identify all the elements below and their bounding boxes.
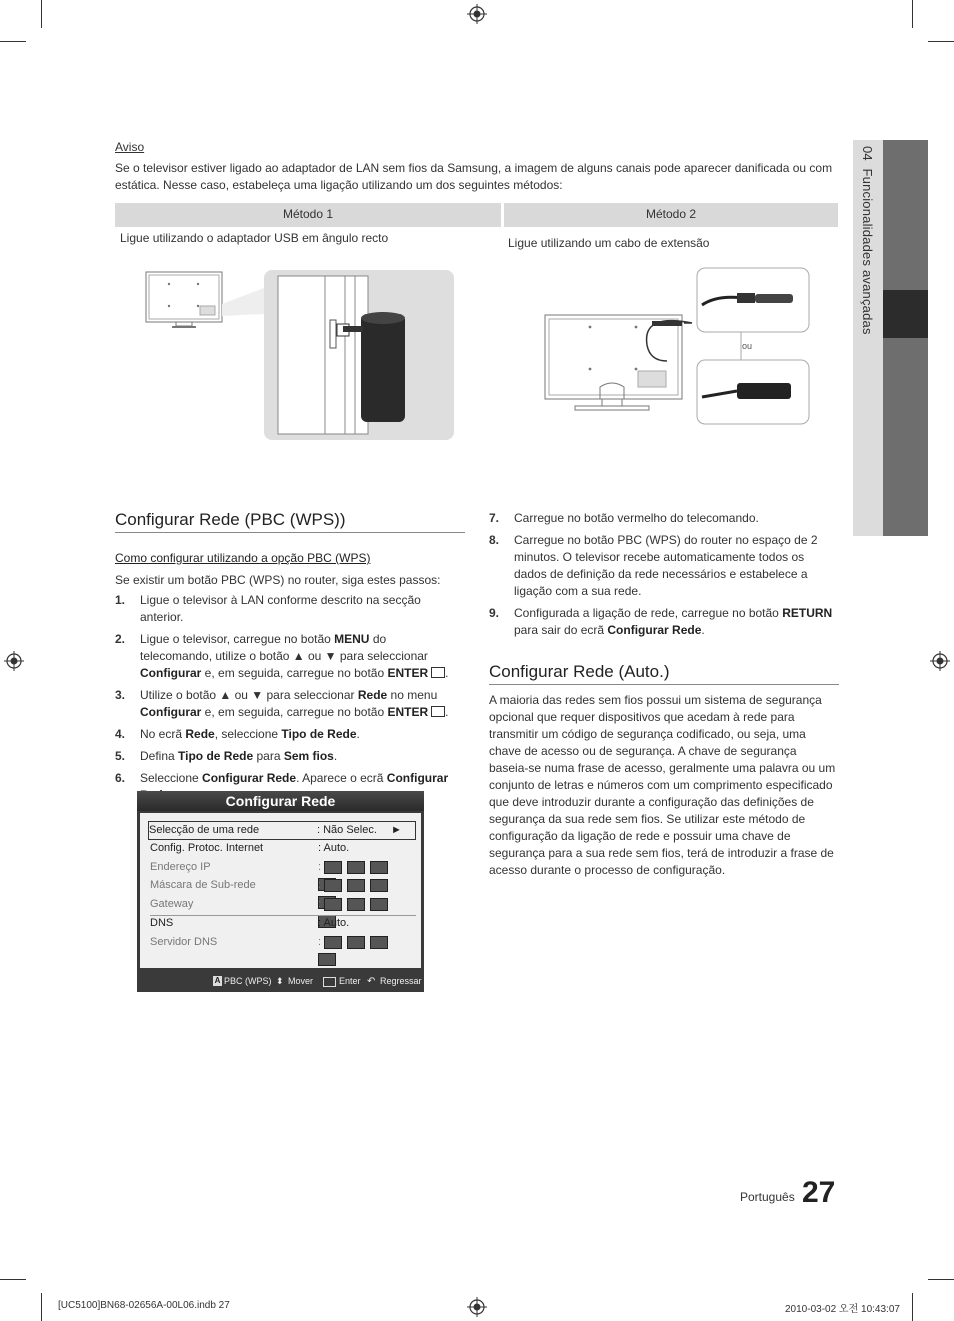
step-text: e, em seguida, carregue no botão (201, 705, 388, 719)
octet-box (324, 861, 342, 874)
method1-illustration (140, 268, 460, 443)
step-keyword: Configurar (140, 705, 202, 719)
octet-box (370, 898, 388, 911)
screen-panel (140, 813, 421, 968)
auto-heading: Configurar Rede (Auto.) (489, 662, 670, 681)
crop-mark (0, 1279, 26, 1280)
screen-row-value: : (318, 879, 322, 891)
a-button-icon: A (214, 976, 221, 985)
octet-box (370, 861, 388, 874)
screen-row-value: : Auto. (318, 917, 350, 929)
step-item (115, 687, 460, 721)
crop-mark (912, 0, 913, 28)
return-icon: ↶ (367, 976, 376, 987)
step-keyword: MENU (334, 632, 370, 646)
arrow-right-icon: ► (391, 824, 402, 836)
screen-row-dns[interactable] (150, 915, 416, 932)
step-keyword: RETURN (782, 606, 833, 620)
step-item (489, 510, 839, 527)
step-keyword: Tipo de Rede (281, 727, 357, 741)
network-settings-screen (137, 791, 424, 992)
auto-body: A maioria das redes sem fios possui um sistema de segurança opcional que requer dispositivos que acedam à rede para transmitir um código de segurança codificado, ou seja, uma chave de acesso ou de segurança. A chave de segurança baseia-se numa frase de acesso, geralmente uma palavra ou um conjunto de letras e números com um comprimento especificado que deve introduzir durante a configuração das definições de segurança da sua rede sem fios. Se utilizar este método de configuração da ligação de rede e possuir uma chave de segurança para a sua rede sem fios, terá de introduzir a frase de acesso durante o processo de configuração. (489, 693, 836, 877)
screen-footer (137, 971, 424, 992)
crop-mark (0, 41, 26, 42)
step-text: . (701, 623, 705, 637)
step-number: 2. (115, 632, 126, 646)
pbc-heading: Configurar Rede (PBC (WPS)) (115, 510, 346, 529)
step-text: , seleccione (214, 727, 282, 741)
registration-mark-icon (930, 651, 950, 671)
step-text: para (253, 749, 284, 763)
screen-row-label: Servidor DNS (150, 936, 218, 948)
step-text: Seleccione (140, 771, 203, 785)
up-down-arrow-icon: ⬍ (276, 976, 284, 986)
registration-mark-icon (4, 651, 24, 671)
octet-box (370, 936, 388, 949)
step-keyword: Tipo de Rede (178, 749, 254, 763)
step-number: 8. (489, 533, 500, 547)
step-text: e, em seguida, carregue no botão (201, 666, 388, 680)
step-text: Ligue o televisor à LAN conforme descrito na secção anterior. (140, 593, 421, 624)
or-label: ou (742, 341, 753, 351)
step-keyword: Configurar Rede (607, 623, 702, 637)
step-number: 4. (115, 727, 126, 741)
screen-row-value: : (318, 936, 322, 948)
step-text: . (333, 749, 338, 763)
crop-mark (41, 0, 42, 28)
page-number: 27 (802, 1176, 836, 1209)
screen-row-label: Gateway (150, 898, 194, 910)
print-file-name: [UC5100]BN68-02656A-00L06.indb 27 (58, 1300, 230, 1311)
page-language: Português (740, 1190, 795, 1204)
step-text: no menu (387, 688, 438, 702)
chapter-tab-dark (883, 140, 928, 536)
step-item (489, 605, 839, 639)
pbc-heading-rule (115, 532, 465, 533)
step-number: 3. (115, 688, 126, 702)
step-keyword: Configurar (386, 771, 449, 785)
octet-box (370, 879, 388, 892)
step-keyword: Sem fios (283, 749, 334, 763)
step-item (115, 748, 460, 765)
chapter-tab-marker (883, 290, 928, 338)
screen-row-label: Selecção de uma rede (149, 824, 260, 836)
enter-icon (323, 977, 336, 987)
step-item (115, 631, 460, 682)
footer-enter-label: Enter (339, 976, 361, 986)
crop-mark (912, 1293, 913, 1321)
step-number: 9. (489, 606, 500, 620)
pbc-subheading: Como configurar utilizando a opção PBC (WPS) (115, 551, 371, 565)
chapter-title: Funcionalidades avançadas (860, 168, 875, 335)
footer-return-label: Regressar (380, 976, 422, 986)
screen-row-value: : Auto. (318, 842, 350, 854)
step-item (115, 726, 460, 743)
screen-row-value: : (318, 898, 322, 910)
step-number: 5. (115, 749, 126, 763)
screen-row-ip-address (150, 859, 416, 876)
octet-box (318, 953, 336, 966)
method1-header: Método 1 (115, 203, 501, 227)
registration-mark-icon (467, 1297, 487, 1317)
footer-move-label: Mover (288, 976, 314, 986)
step-keyword: ENTER (387, 666, 429, 680)
pbc-steps-left (115, 592, 460, 809)
crop-mark (928, 1279, 954, 1280)
screen-row-subnet-mask (150, 877, 416, 894)
step-text: Utilize o botão ▲ ou ▼ para seleccionar (140, 688, 358, 702)
step-number: 7. (489, 511, 500, 525)
chapter-label (860, 146, 875, 335)
auto-heading-rule (489, 684, 839, 685)
print-timestamp: 2010-03-02 오전 10:43:07 (785, 1304, 900, 1315)
octet-box (347, 861, 365, 874)
step-keyword: ENTER (387, 705, 429, 719)
enter-icon (431, 667, 445, 678)
method2-illustration (542, 265, 817, 445)
screen-row-value: : Não Selec. (317, 824, 377, 836)
aviso-body: Se o televisor estiver ligado ao adaptador de LAN sem fios da Samsung, a imagem de alguns canais pode aparecer danificada ou com estática. Nesse caso, estabeleça uma ligação utilizando um dos seguintes métodos: (115, 161, 833, 192)
screen-row-gateway (150, 896, 416, 913)
pbc-steps-right (489, 510, 839, 644)
method2-description: Ligue utilizando um cabo de extensão (508, 236, 710, 250)
screen-row-ip-config[interactable] (150, 840, 416, 857)
aviso-title: Aviso (115, 140, 145, 154)
step-number: 6. (115, 771, 126, 785)
screen-row-label: Endereço IP (150, 861, 211, 873)
octet-box (347, 936, 365, 949)
step-text: do telecomando, utilize o botão ▲ ou ▼ para seleccionar (140, 632, 428, 663)
step-text: No ecrã (140, 727, 186, 741)
registration-mark-icon (467, 4, 487, 24)
octet-box (347, 898, 365, 911)
screen-row-select-network[interactable] (148, 821, 416, 840)
screen-row-dns-server (150, 934, 416, 951)
step-keyword: Configurar (140, 666, 202, 680)
screen-row-label: Config. Protoc. Internet (150, 842, 264, 854)
pbc-intro: Se existir um botão PBC (WPS) no router, siga estes passos: (115, 573, 441, 587)
step-keyword: Rede (185, 727, 215, 741)
step-text: . (445, 705, 449, 719)
enter-icon (431, 706, 445, 717)
screen-row-label: DNS (150, 917, 174, 929)
screen-title: Configurar Rede (137, 791, 424, 811)
step-keyword: Rede (357, 688, 388, 702)
step-text: . Aparece o ecrã (296, 771, 387, 785)
octet-box (347, 879, 365, 892)
chapter-number: 04 (860, 146, 875, 161)
step-text: . (445, 666, 449, 680)
octet-box (324, 898, 342, 911)
step-text: Configurada a ligação de rede, carregue no botão (514, 606, 783, 620)
step-text: Carregue no botão PBC (WPS) do router no espaço de 2 minutos. O televisor recebe automaticamente todos os dados de definição da rede necessários e estabelece a ligação com a sua rede. (514, 533, 818, 598)
method2-header: Método 2 (504, 203, 838, 227)
screen-row-value: : (318, 861, 322, 873)
step-text: Ligue o televisor, carregue no botão (140, 632, 335, 646)
step-text: . (356, 727, 360, 741)
step-text: Defina (140, 749, 179, 763)
step-text: para sair do ecrã (514, 623, 608, 637)
step-item (115, 592, 460, 626)
step-number: 1. (115, 593, 126, 607)
method1-description: Ligue utilizando o adaptador USB em ângulo recto (120, 231, 389, 245)
footer-pbc-label: PBC (WPS) (224, 976, 272, 986)
octet-box (324, 879, 342, 892)
step-keyword: Configurar Rede (202, 771, 297, 785)
step-text: Carregue no botão vermelho do telecomando. (514, 511, 759, 525)
crop-mark (41, 1293, 42, 1321)
step-item (489, 532, 839, 600)
octet-box (324, 936, 342, 949)
crop-mark (928, 41, 954, 42)
screen-row-label: Máscara de Sub-rede (150, 879, 256, 891)
